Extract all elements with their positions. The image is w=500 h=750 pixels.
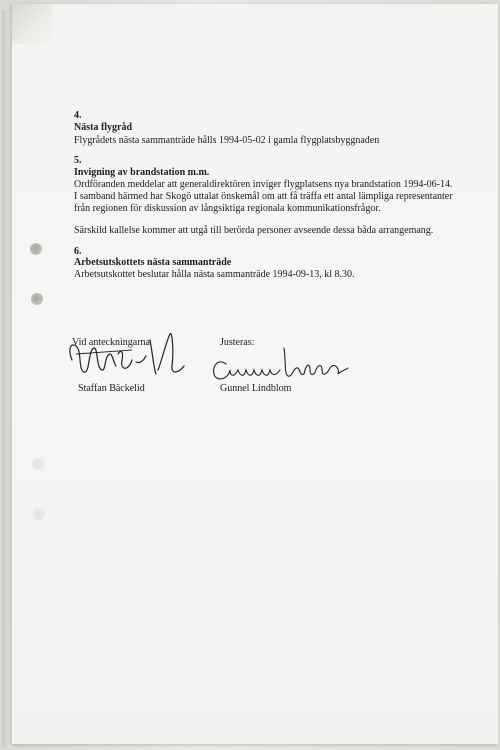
section-5-line-2: I samband härmed har Skogö uttalat önskemål om att få träffa ett antal lämpliga representanter (74, 191, 453, 202)
section-4-line-1: Flygrådets nästa sammanträde hålls 1994-05-02 i gamla flygplatsbyggnaden (74, 135, 380, 146)
section-5-line-4: Särskild kallelse kommer att utgå till berörda personer avseende dessa båda arrangemang. (74, 225, 434, 236)
left-signature-label: Vid anteckningarna (72, 337, 150, 348)
punch-hole-lower (32, 458, 44, 470)
punch-hole-top (30, 243, 42, 255)
punch-hole-bottom (33, 508, 45, 520)
section-4-heading: Nästa flygråd (74, 122, 133, 133)
right-signer-name: Gunnel Lindblom (220, 383, 292, 394)
section-6-heading: Arbetsutskottets nästa sammanträde (74, 257, 232, 268)
section-5-number: 5. (74, 155, 82, 166)
left-handwritten-signature (62, 320, 192, 380)
section-6-line-1: Arbetsutskottet beslutar hålla nästa sammanträde 1994-09-13, kl 8.30. (74, 269, 355, 280)
section-6-number: 6. (74, 246, 82, 257)
section-4-number: 4. (74, 110, 82, 121)
section-5-heading: Invigning av brandstation m.m. (74, 167, 210, 178)
page-stack-edge (2, 10, 12, 748)
right-handwritten-signature (206, 340, 356, 390)
page-corner-fold (12, 4, 52, 44)
section-5-line-1: Ordföranden meddelar att generaldirektören inviger flygplatsens nya brandstation 1994-06-14. (74, 179, 453, 190)
left-signer-name: Staffan Bäckelid (78, 383, 145, 394)
punch-hole-upper (31, 293, 43, 305)
right-signature-label: Justeras: (220, 337, 255, 348)
section-5-line-3: från regionen för diskussion av långsiktiga regionala kommunikationsfrågor. (74, 203, 381, 214)
